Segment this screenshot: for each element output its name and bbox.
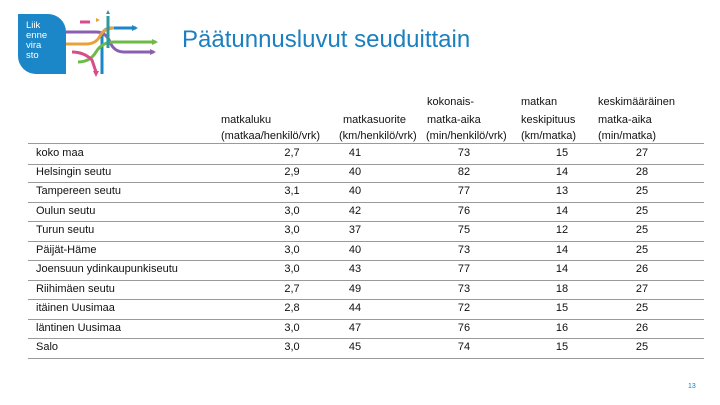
table-row bbox=[28, 241, 704, 262]
cell-avg-length: 13 bbox=[555, 185, 569, 197]
region-name: Riihimäen seutu bbox=[36, 282, 115, 295]
cell-avg-time: 25 bbox=[635, 204, 649, 217]
cell-avg-time: 25 bbox=[635, 185, 649, 197]
cell-trips: 2,8 bbox=[284, 302, 300, 314]
cell-total-time: 73 bbox=[457, 243, 471, 256]
region-name: Salo bbox=[36, 341, 59, 353]
routes-arrows-icon bbox=[66, 8, 166, 80]
header-keskim-aika-unit: (min/matka) bbox=[598, 130, 657, 142]
cell-avg-length: 14 bbox=[555, 263, 569, 275]
header-keskipituus-line1: matkan bbox=[521, 96, 558, 108]
cell-distance: 41 bbox=[348, 147, 362, 159]
cell-trips: 3,0 bbox=[284, 341, 300, 353]
cell-distance: 40 bbox=[348, 185, 362, 197]
table-row bbox=[28, 260, 704, 281]
cell-total-time: 76 bbox=[457, 321, 471, 334]
cell-distance: 49 bbox=[348, 282, 362, 295]
header-matka-aika-line1: kokonais- bbox=[427, 96, 475, 108]
cell-distance: 40 bbox=[348, 243, 362, 256]
cell-trips: 3,0 bbox=[284, 263, 300, 275]
region-name: läntinen Uusimaa bbox=[36, 321, 121, 334]
cell-avg-time: 28 bbox=[635, 165, 649, 178]
region-name: Päijät-Häme bbox=[36, 243, 97, 256]
header-matkasuorite-unit: (km/henkilö/vrk) bbox=[339, 130, 417, 142]
cell-avg-time: 26 bbox=[635, 263, 649, 275]
table-row bbox=[28, 182, 704, 203]
cell-distance: 40 bbox=[348, 165, 362, 178]
table-row bbox=[28, 338, 704, 359]
header-keskipituus-line2: keskipituus bbox=[521, 114, 576, 126]
table-row bbox=[28, 221, 704, 242]
cell-total-time: 75 bbox=[457, 224, 471, 236]
logo-line: enne bbox=[26, 30, 48, 41]
cell-avg-time: 25 bbox=[635, 243, 649, 256]
header-keskipituus-unit: (km/matka) bbox=[521, 130, 576, 142]
cell-trips: 3,0 bbox=[284, 321, 300, 334]
header-keskim-aika-line1: keskimääräinen bbox=[598, 96, 676, 108]
cell-avg-length: 15 bbox=[555, 302, 569, 314]
cell-total-time: 77 bbox=[457, 263, 471, 275]
cell-distance: 45 bbox=[348, 341, 362, 353]
logo-line: sto bbox=[26, 50, 39, 61]
cell-trips: 3,0 bbox=[284, 243, 300, 256]
cell-avg-length: 12 bbox=[555, 224, 569, 236]
cell-trips: 2,7 bbox=[284, 282, 300, 295]
region-name: Tampereen seutu bbox=[36, 185, 121, 197]
cell-avg-time: 27 bbox=[635, 282, 649, 295]
cell-distance: 37 bbox=[348, 224, 362, 236]
cell-distance: 43 bbox=[348, 263, 362, 275]
cell-trips: 3,0 bbox=[284, 224, 300, 236]
header-matka-aika-line2: matka-aika bbox=[427, 114, 481, 126]
cell-avg-length: 15 bbox=[555, 341, 569, 353]
cell-total-time: 77 bbox=[457, 185, 471, 197]
region-name: koko maa bbox=[36, 147, 84, 159]
logo-line: vira bbox=[26, 40, 42, 51]
region-name: Joensuun ydinkaupunkiseutu bbox=[36, 263, 178, 275]
cell-trips: 3,0 bbox=[284, 204, 300, 217]
cell-total-time: 72 bbox=[457, 302, 471, 314]
table-row bbox=[28, 299, 704, 320]
cell-avg-length: 14 bbox=[555, 204, 569, 217]
table-row bbox=[28, 280, 704, 301]
cell-total-time: 73 bbox=[457, 147, 471, 159]
cell-avg-length: 14 bbox=[555, 165, 569, 178]
cell-trips: 3,1 bbox=[284, 185, 300, 197]
page-number: 13 bbox=[688, 383, 696, 390]
cell-distance: 47 bbox=[348, 321, 362, 334]
header-matka-aika-unit: (min/henkilö/vrk) bbox=[426, 130, 507, 142]
cell-avg-length: 15 bbox=[555, 147, 569, 159]
cell-trips: 2,7 bbox=[284, 147, 300, 159]
cell-avg-time: 25 bbox=[635, 302, 649, 314]
cell-distance: 42 bbox=[348, 204, 362, 217]
cell-avg-time: 26 bbox=[635, 321, 649, 334]
region-name: Oulun seutu bbox=[36, 204, 96, 217]
table-row bbox=[28, 202, 704, 223]
table-row bbox=[28, 143, 704, 165]
header-keskim-aika-line2: matka-aika bbox=[598, 114, 652, 126]
header-matkaluku-line2: matkaluku bbox=[221, 114, 272, 126]
cell-avg-time: 25 bbox=[635, 341, 649, 353]
header-matkasuorite-line2: matkasuorite bbox=[343, 114, 406, 126]
cell-avg-length: 14 bbox=[555, 243, 569, 256]
cell-distance: 44 bbox=[348, 302, 362, 314]
region-name: Helsingin seutu bbox=[36, 165, 112, 178]
liikennevirasto-logo bbox=[18, 14, 66, 74]
region-name: itäinen Uusimaa bbox=[36, 302, 115, 314]
table-row bbox=[28, 163, 704, 184]
cell-trips: 2,9 bbox=[284, 165, 300, 178]
cell-total-time: 82 bbox=[457, 165, 471, 178]
cell-avg-length: 18 bbox=[555, 282, 569, 295]
cell-total-time: 76 bbox=[457, 204, 471, 217]
cell-avg-time: 27 bbox=[635, 147, 649, 159]
cell-avg-time: 25 bbox=[635, 224, 649, 236]
region-name: Turun seutu bbox=[36, 224, 95, 236]
header-matkaluku-unit: (matkaa/henkilö/vrk) bbox=[221, 130, 321, 142]
logo-line: Liik bbox=[26, 20, 41, 31]
cell-avg-length: 16 bbox=[555, 321, 569, 334]
cell-total-time: 73 bbox=[457, 282, 471, 295]
page-title: Päätunnusluvut seuduittain bbox=[182, 26, 471, 53]
table-row bbox=[28, 319, 704, 340]
logo-text bbox=[26, 21, 47, 61]
cell-total-time: 74 bbox=[457, 341, 471, 353]
